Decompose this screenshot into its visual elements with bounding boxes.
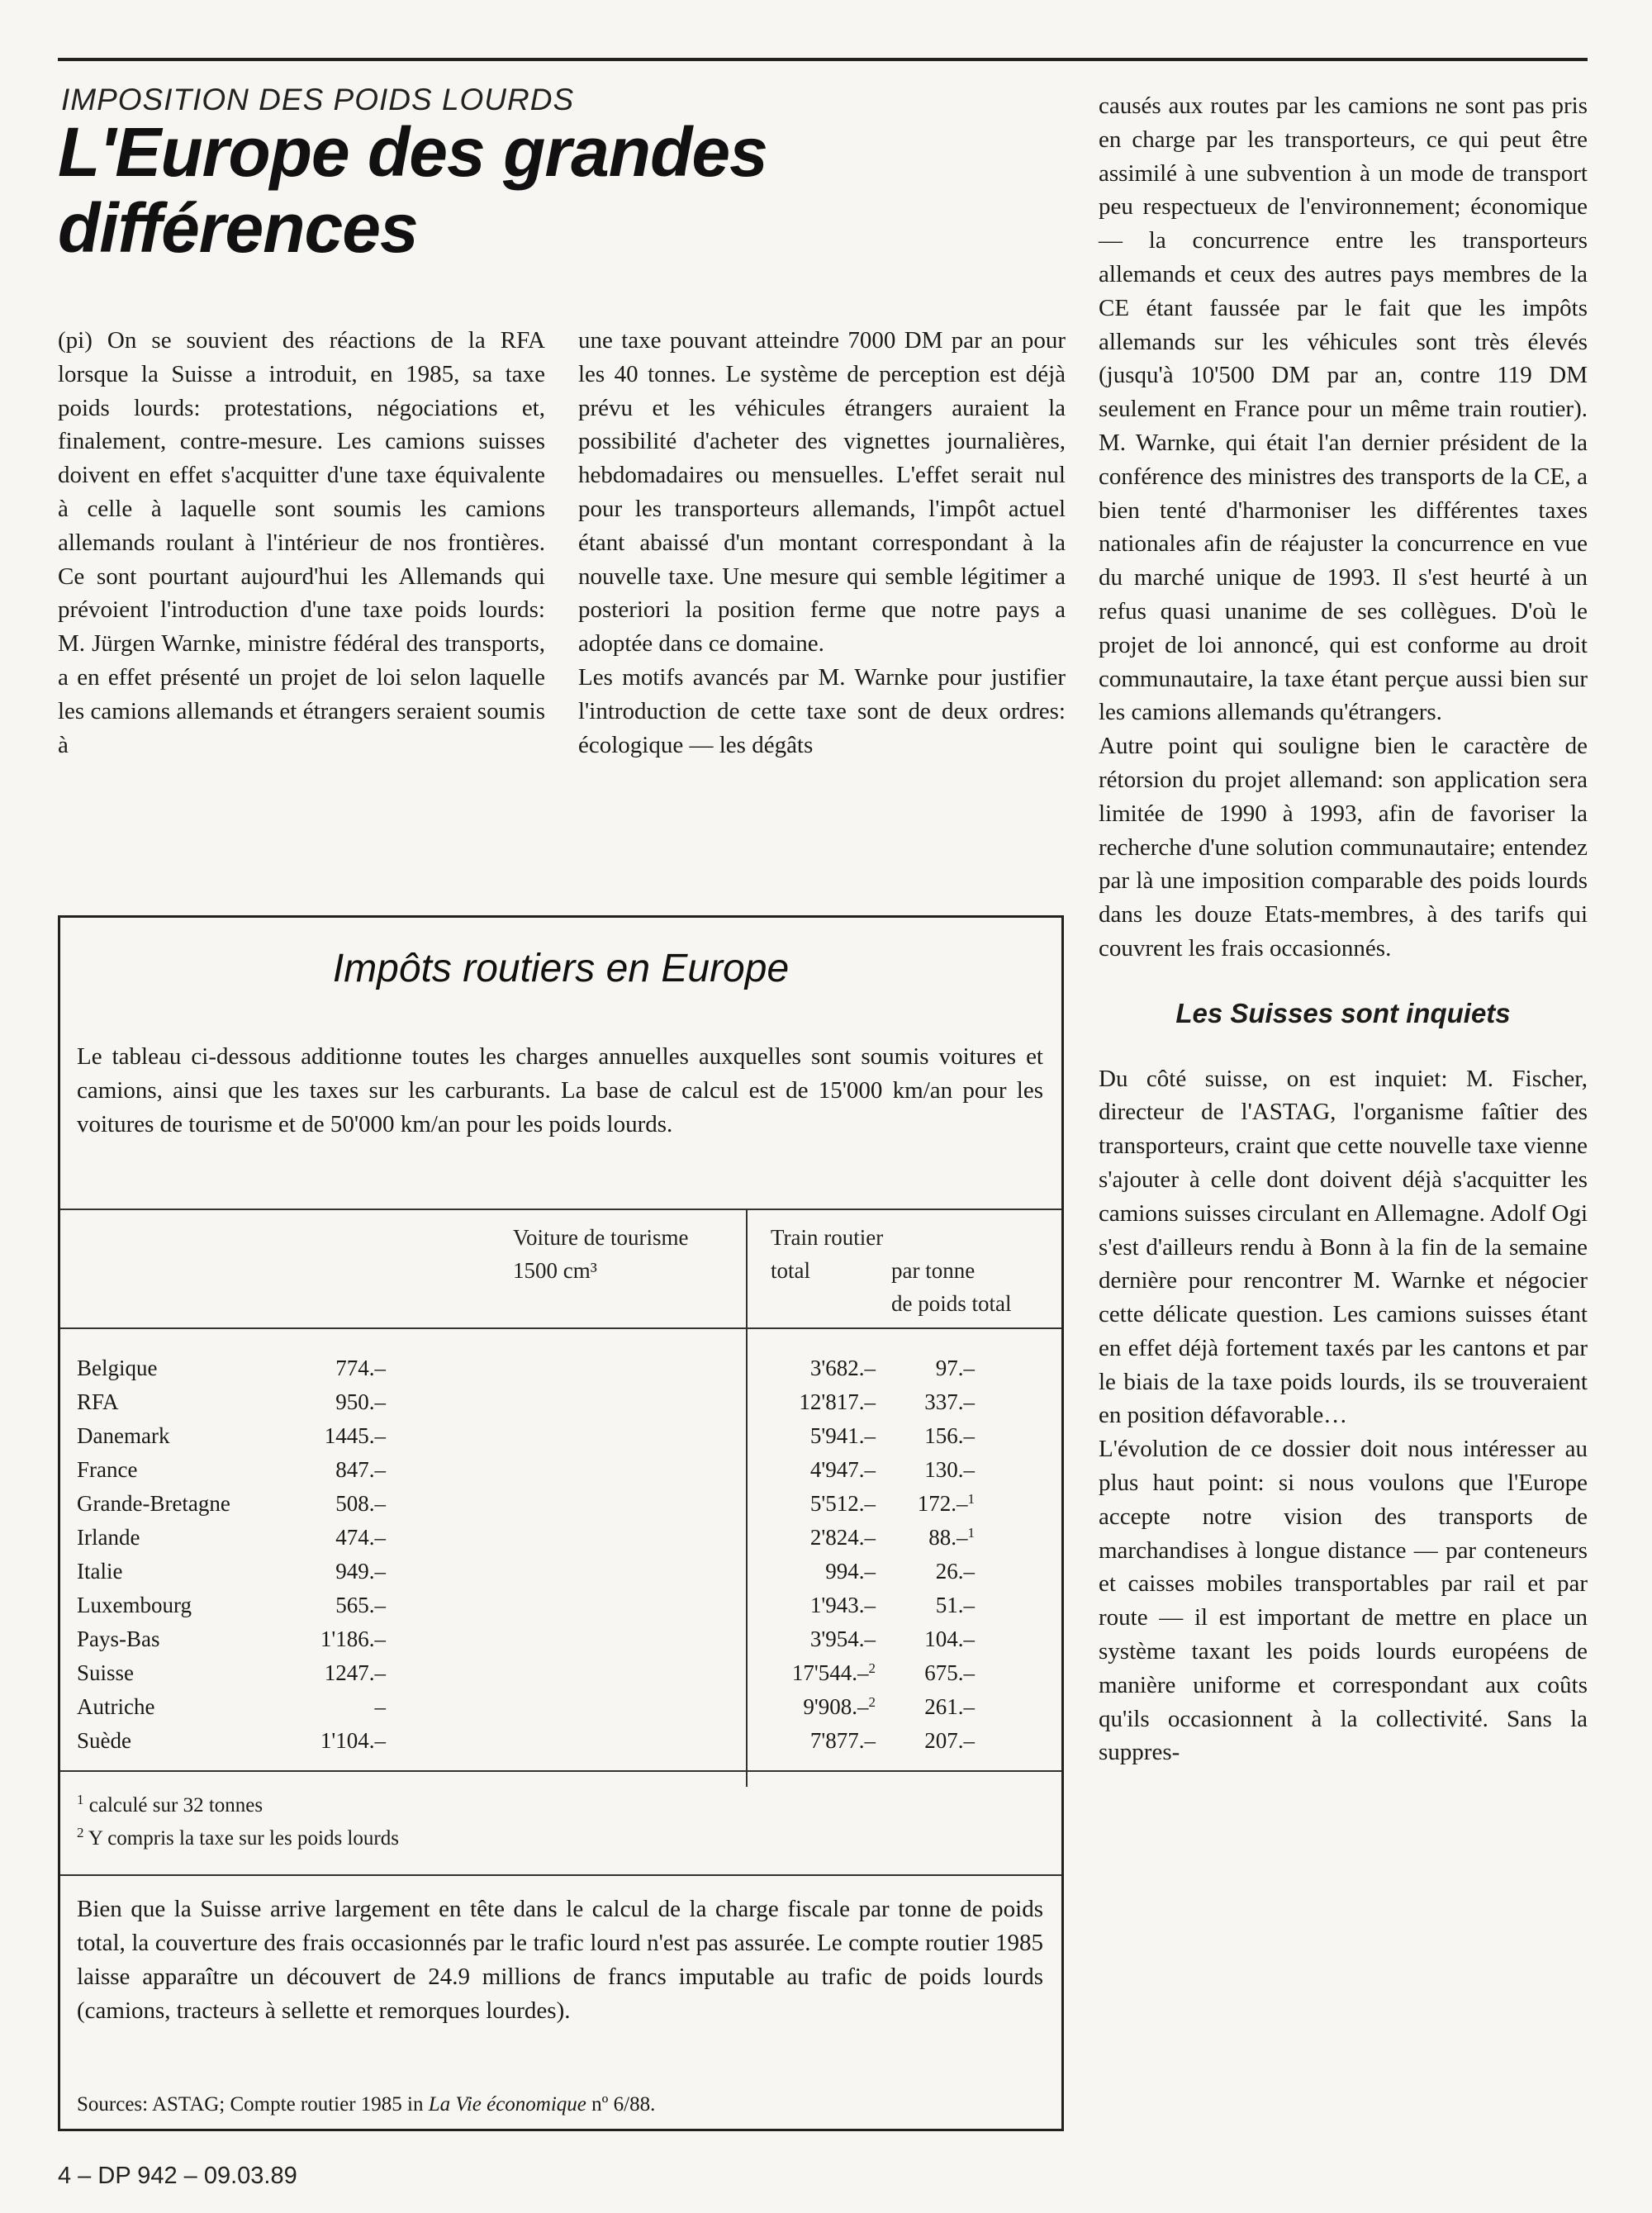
cell-per-ton-value: 337.– [924,1389,975,1414]
table-row [60,1690,1061,1724]
cell-total [810,1622,876,1656]
cell-total [810,1487,876,1521]
body-paragraph: Autre point qui souligne bien le caractère de rétorsion du projet allemand: son application sera limitée de 1990 à 1993, afin de favoriser la recherche d'une solution communautaire; entendez par là une imposition comparable des poids lourds dans les douze Etats-membres, à des tarifs qui couvrent les frais occasionnés. [1099,733,1588,962]
box-intro: Le tableau ci-dessous additionne toutes les charges annuelles auxquelles sont soumis voitures et camions, ainsi que les taxes sur les carburants. La base de calcul est de 15'000 km/an pour les voitures de tourisme et de 50'000 km/an pour les poids lourds. [77,1043,1043,1137]
table-row [60,1589,1061,1622]
top-rule [58,58,1588,61]
footnote-mark: 2 [77,1825,84,1840]
cell-total-value: 3'682.– [809,1356,876,1380]
section-subhead: Les Suisses sont inquiets [1175,997,1511,1028]
footnote-text: calculé sur 32 tonnes [88,1794,263,1816]
table-row [60,1487,1061,1521]
body-paragraph: L'évolution de ce dossier doit nous intéresser au plus haut point: si nous voulons que l'Europe accepte notre vision des transports de marchandises à longue distance — par conteneurs et caisses mobiles transportables par rail et par route — il est important de mettre en place un système taxant les poids lourds européens de manière uniforme et correspondant aux coûts qu'ils occasionnent à la collectivité. Sans la suppres- [1099,1436,1588,1766]
body-paragraph: (pi) On se souvient des réactions de la RFA lorsque la Suisse a introduit, en 1985, sa taxe poids lourds: protestations, négociations et, finalement, contre-mesure. Les camions suisses doivent en effet s'acquitter d'une taxe équivalente à celle à laquelle sont soumis les camions allemands roulant à l'intérieur de nos frontières. Ce sont pourtant aujourd'hui les Allemands qui prévoient l'introduction d'une taxe poids lourds: M. Jürgen Warnke, ministre fédéral des transports, a en effet présenté un projet de loi selon laquelle les camions allemands et étrangers seraient soumis à [58,327,545,758]
cell-total [810,1589,876,1622]
cell-country: Belgique [77,1356,158,1380]
cell-car: 565.– [335,1593,386,1617]
cell-per-ton [928,1521,975,1555]
cell-total-value: 5'941.– [809,1423,876,1448]
column-1 [58,324,545,762]
cell-per-ton-value: 97.– [935,1356,975,1380]
cell-country: Luxembourg [77,1593,192,1617]
body-paragraph: Les motifs avancés par M. Warnke pour justifier l'introduction de cette taxe sont de deux ordres: écologique — les dégâts [578,663,1066,758]
table-bottom-rule [60,1770,1061,1772]
body-paragraph: Du côté suisse, on est inquiet: M. Fischer, directeur de l'ASTAG, l'organisme faîtier des transporteurs, craint que cette nouvelle taxe vienne s'ajouter à celle dont doivent déjà s'acquitter les camions suisses circulant en Allemagne. Adolf Ogi s'est d'ailleurs rendu à Bonn à la fin de la semaine dernière pour rencontrer M. Warnke et négocier cette délicate question. Les camions suisses étant en effet déjà fortement taxés par les cantons et par le biais de la taxe poids lourds, ils se trouveraient en position défavorable… [1099,1065,1588,1429]
cell-per-ton-value: 130.– [924,1457,975,1482]
cell-country: Danemark [77,1423,170,1448]
header-per-ton: par tonne [891,1258,976,1283]
cell-car: 774.– [335,1356,386,1380]
cell-per-ton [936,1351,975,1385]
cell-car: 1445.– [324,1423,386,1448]
table-footnotes [77,1789,399,1855]
cell-per-ton-value: 51.– [935,1593,975,1617]
cell-per-ton-value: 207.– [924,1728,975,1753]
table-row [60,1419,1061,1453]
cell-per-ton-value: 172.– [917,1491,968,1516]
cell-country: Suisse [77,1660,135,1685]
table-row [60,1656,1061,1690]
cell-total [810,1351,876,1385]
cell-country: RFA [77,1389,119,1414]
cell-country: Autriche [77,1694,155,1719]
cell-country: Italie [77,1559,123,1584]
cell-car: 950.– [335,1389,386,1414]
cell-total [803,1690,876,1724]
table-top-rule [60,1209,1061,1210]
footnote-text: Y compris la taxe sur les poids lourds [88,1827,399,1850]
footnote-2 [77,1822,399,1855]
cell-car: 474.– [335,1525,386,1550]
table-row [60,1453,1061,1487]
cell-total-value: 3'954.– [809,1627,876,1651]
cell-per-ton [924,1453,975,1487]
cell-total-value: 7'877.– [809,1728,876,1753]
cell-car: 949.– [335,1559,386,1584]
cell-per-ton-value: 26.– [935,1559,975,1584]
cell-total [810,1521,876,1555]
table-row [60,1351,1061,1385]
cell-car: – [374,1694,386,1719]
article-kicker: IMPOSITION DES POIDS LOURDS [61,83,575,116]
cell-total-value: 12'817.– [799,1389,876,1414]
column-2 [578,324,1066,762]
cell-per-ton-value: 261.– [924,1694,975,1719]
cell-total-value: 9'908.– [803,1694,869,1719]
cell-total [810,1724,876,1758]
cell-total-value: 2'824.– [809,1525,876,1550]
cell-per-ton-value: 156.– [924,1423,975,1448]
header-car: Voiture de tourisme [513,1225,689,1250]
cell-total-value: 1'943.– [809,1593,876,1617]
cell-car: 1'186.– [320,1627,386,1651]
cell-country: Grande-Bretagne [77,1491,230,1516]
cell-per-ton-value: 104.– [924,1627,975,1651]
header-per-ton-weight: de poids total [891,1291,1012,1316]
cell-per-ton [936,1589,975,1622]
box-title: Impôts routiers en Europe [332,947,790,990]
cell-total [825,1555,876,1589]
article-title: L'Europe des grandes différences [58,113,767,267]
header-total: total [771,1258,810,1283]
box-sources [77,2093,655,2116]
cell-country: France [77,1457,138,1482]
table-row [60,1555,1061,1589]
body-paragraph: une taxe pouvant atteindre 7000 DM par an pour les 40 tonnes. Le système de perception est déjà prévu et les véhicules étrangers auraient la possibilité d'acheter des vignettes journalières, hebdomadaires ou mensuelles. L'effet serait nul pour les transporteurs allemands, l'impôt actuel étant abaissé d'un montant correspondant à la nouvelle taxe. Une mesure qui semble légitimer a posteriori la position ferme que notre pays a adoptée dans ce domaine. [578,327,1066,658]
cell-per-ton [936,1555,975,1589]
column-3 [1099,89,1588,1769]
cell-country: Irlande [77,1525,140,1550]
cell-total-value: 994.– [825,1559,876,1584]
cell-total-value: 4'947.– [809,1457,876,1482]
cell-per-ton-value: 675.– [924,1660,975,1685]
cell-car: 1247.– [324,1660,386,1685]
cell-per-ton [918,1487,975,1521]
header-train: Train routier [771,1225,884,1250]
sources-issue: nº 6/88. [586,2093,656,2116]
table-header-rule [60,1327,1061,1329]
cell-total-value: 17'544.– [791,1660,869,1685]
footnote-mark: 1 [77,1792,84,1807]
cell-per-ton [924,1385,975,1419]
cell-total [799,1385,876,1419]
table-row [60,1521,1061,1555]
footnote-mark: 1 [967,1491,975,1507]
cell-country: Pays-Bas [77,1627,160,1651]
header-car-engine: 1500 cm³ [513,1258,597,1283]
cell-per-ton [924,1690,975,1724]
cell-car: 847.– [335,1457,386,1482]
cell-total-value: 5'512.– [809,1491,876,1516]
page-footer: 4 – DP 942 – 09.03.89 [58,2163,297,2189]
cell-per-ton [924,1724,975,1758]
cell-car: 508.– [335,1491,386,1516]
sources-text: Sources: ASTAG; Compte routier 1985 in [77,2093,429,2116]
footnote-1 [77,1789,399,1822]
cell-country: Suède [77,1728,131,1753]
cell-per-ton-value: 88.– [928,1525,968,1550]
cell-total [810,1453,876,1487]
footnote-mark: 2 [868,1660,876,1676]
table-row [60,1622,1061,1656]
footnote-mark: 2 [868,1694,876,1710]
cell-per-ton [924,1622,975,1656]
cell-car: 1'104.– [320,1728,386,1753]
cell-total [792,1656,876,1690]
sources-publication: La Vie économique [428,2093,586,2116]
cell-per-ton [924,1656,975,1690]
tax-box [58,915,1064,2131]
table-row [60,1724,1061,1758]
table-row [60,1385,1061,1419]
body-paragraph: causés aux routes par les camions ne sont pas pris en charge par les transporteurs, ce qui peut être assimilé à une subvention à un mode de transport peu respectueux de l'environnement; économique — la concurrence entre les transporteurs allemands et ceux des autres pays membres de la CE étant faussée par le fait que les impôts allemands sur les véhicules sont très élevés (jusqu'à 10'500 DM par an, contre 119 DM seulement en France pour un même train routier). M. Warnke, qui était l'an dernier président de la conférence des ministres des transports de la CE, a bien tenté d'harmoniser les différentes taxes nationales afin de réajuster la concurrence en vue du marché unique de 1993. Il s'est heurté à un refus quasi unanime de ses collègues. D'où le projet de loi annoncé, qui est conforme au droit communautaire, la taxe étant perçue aussi bien sur les camions allemands qu'étrangers. [1099,93,1588,726]
box-summary: Bien que la Suisse arrive largement en tête dans le calcul de la charge fiscale par tonne de poids total, la couverture des frais occasionnés par le trafic lourd n'est pas assurée. Le compte routier 1985 laisse apparaître un découvert de 24.9 millions de francs imputable au trafic de poids lourds (camions, tracteurs à sellette et remorques lourdes). [77,1896,1043,2024]
footnote-mark: 1 [967,1525,975,1541]
cell-per-ton [924,1419,975,1453]
cell-total [810,1419,876,1453]
summary-rule [60,1874,1061,1876]
